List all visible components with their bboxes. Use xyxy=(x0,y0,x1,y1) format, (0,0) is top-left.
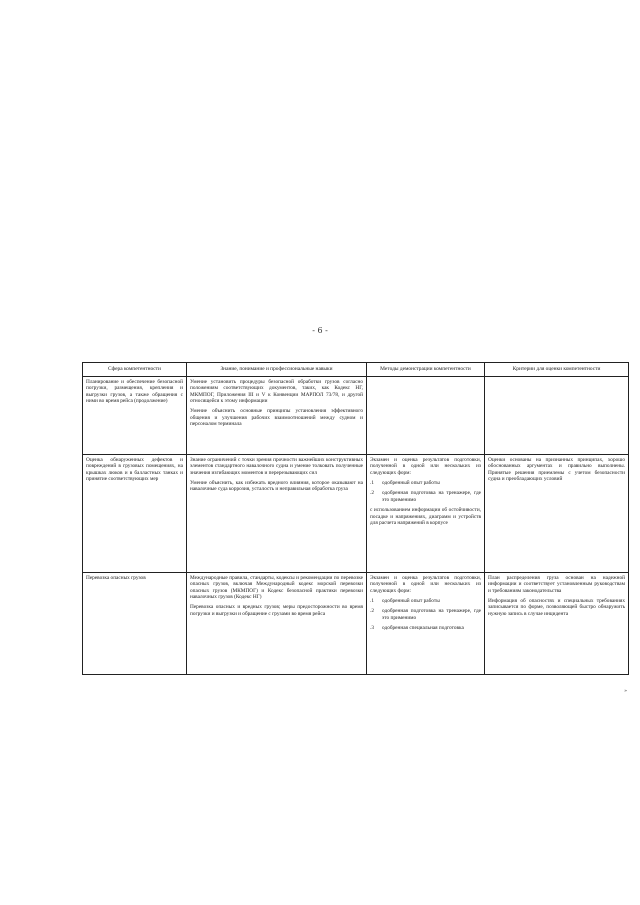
cell-criteria xyxy=(485,376,629,454)
methods-item xyxy=(370,598,481,604)
page-number: - 6 - xyxy=(312,326,328,335)
knowledge-text: Умение объяснить, как избежать вредного влияния, которое оказывают на навалочные суда коррозия, усталость и неправильная обработка груза xyxy=(190,479,363,493)
header-criteria: Критерии для оценки компетентности xyxy=(485,363,629,377)
sphere-text: Перевозка опасных грузов xyxy=(86,574,146,581)
header-knowledge: Знание, понимание и профессиональные навыки xyxy=(187,363,367,377)
methods-item xyxy=(370,608,481,621)
criteria-text: Оценки основаны на признанных принципах, хорошо обоснованных аргументах и правильно выполнены. Принятые решения приемлемы с учетом безопасности судна и преобладающих условий xyxy=(488,456,625,482)
methods-intro: Экзамен и оценка результатов подготовки, полученной в одной или нескольких из следующих форм: xyxy=(370,574,481,594)
methods-item xyxy=(370,480,481,486)
cell-criteria xyxy=(485,454,629,572)
sphere-text: Планирование и обеспечение безопасной погрузки, размещения, крепления и выгрузки грузов, а также обращения с ними во время рейса (продолжение) xyxy=(86,378,183,404)
methods-list xyxy=(370,480,481,503)
cell-knowledge xyxy=(187,454,367,572)
knowledge-text: Умение объяснить основные принципы установления эффективного общения и улучшения рабочих взаимоотношений между судном и персоналом терминала xyxy=(190,408,363,428)
continuation-mark: » xyxy=(624,688,628,694)
competence-table xyxy=(82,362,629,675)
cell-criteria xyxy=(485,572,629,674)
cell-knowledge xyxy=(187,572,367,674)
knowledge-text: Перевозка опасных и вредных грузов; меры предосторожности во время погрузки и выгрузки и обращение с грузами во время рейса xyxy=(190,604,363,617)
methods-item-text: одобренная подготовка на тренажере, где это применимо xyxy=(382,608,481,621)
sphere-text: Оценка обнаруженных дефектов и повреждений в грузовых помещениях, на крышках люков и в балластных танках и принятие соответствующих мер xyxy=(86,456,183,482)
methods-item-number: .1 xyxy=(370,479,374,486)
cell-sphere xyxy=(83,454,187,572)
cell-methods xyxy=(367,376,485,454)
methods-item xyxy=(370,625,481,631)
table-row xyxy=(83,572,629,674)
methods-item xyxy=(370,490,481,503)
criteria-text: План распределения груза основан на надежной информации и соответствует установленным руководствам и требованиям законодательства xyxy=(488,574,625,594)
methods-item-number: .2 xyxy=(370,490,374,497)
competence-table-wrapper xyxy=(82,362,628,675)
methods-list xyxy=(370,598,481,632)
cell-sphere xyxy=(83,572,187,674)
methods-item-text: одобренная подготовка на тренажере, где это применимо xyxy=(382,490,481,503)
header-sphere: Сфера компетентности xyxy=(83,363,187,377)
methods-item-text: одобренная специальная подготовка xyxy=(382,625,464,632)
table-row xyxy=(83,454,629,572)
knowledge-text: Умение установить процедуры безопасной обработки грузов согласно положениям соответствующих документов, таких, как Кодекс НГ, МКМПОГ, Приложения III и V к Конвенции МАРПОЛ 73/78, и другой относящейся к этому информации xyxy=(190,378,363,404)
methods-outro: с использованием информации об остойчивости, посадке и напряжениях, диаграмм и устройств для расчета напряжений в корпусе xyxy=(370,507,481,527)
methods-item-number: .2 xyxy=(370,608,374,615)
table-header-row xyxy=(83,363,629,377)
criteria-text: Информация об опасностях и специальных требованиях записывается по форме, позволяющей быстро обнаружить нужную запись в случае инцидента xyxy=(488,597,625,617)
cell-sphere xyxy=(83,376,187,454)
cell-knowledge xyxy=(187,376,367,454)
methods-item-number: .3 xyxy=(370,625,374,632)
cell-methods xyxy=(367,572,485,674)
knowledge-text: Международные правила, стандарты, кодексы и рекомендации по перевозке опасных грузов, включая Международный кодекс морской перевозки опасных грузов (МКМПОГ) и Кодекс безопасной практики перевозки навалочных грузов (Кодекс НГ) xyxy=(190,574,363,600)
knowledge-text: Знание ограничений с точки зрения прочности важнейших конструктивных элементов стандартного навалочного судна и умение толковать полученные значения изгибающих моментов и перерезывающих сил xyxy=(190,456,363,476)
table-row xyxy=(83,376,629,454)
header-methods: Методы демонстрации компетентности xyxy=(367,363,485,377)
methods-item-text: одобренный опыт работы xyxy=(382,479,440,486)
methods-intro: Экзамен и оценка результатов подготовки, полученной в одной или нескольких из следующих форм: xyxy=(370,456,481,476)
cell-methods xyxy=(367,454,485,572)
methods-item-number: .1 xyxy=(370,597,374,604)
methods-item-text: одобренный опыт работы xyxy=(382,597,440,604)
